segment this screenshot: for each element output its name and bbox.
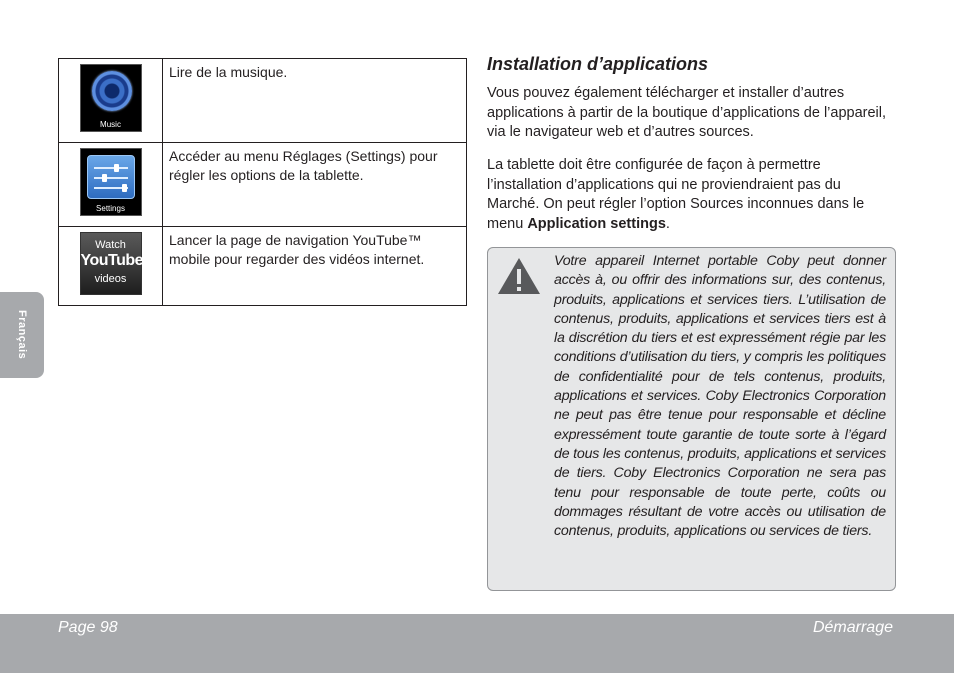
app-description: Lire de la musique. — [163, 59, 467, 143]
youtube-icon-watch: Watch — [95, 239, 126, 251]
section-paragraph-2 — [487, 156, 897, 234]
section-paragraph-1: Vous pouvez également télécharger et installer d’autres applications à partir de la boutique d’applications de l’appareil, via le navigateur web et d’autres sources. — [487, 85, 887, 140]
language-label: Français — [16, 310, 28, 360]
application-settings-term: Application settings — [527, 215, 666, 232]
page-number: Page 98 — [58, 619, 118, 636]
settings-icon-label: Settings — [96, 204, 125, 213]
app-description: Accéder au menu Réglages (Settings) pour régler les options de la tablette. — [163, 143, 467, 227]
music-icon — [80, 64, 142, 132]
warning-triangle-icon — [496, 256, 542, 296]
settings-icon — [80, 148, 142, 216]
warning-text: Votre appareil Internet portable Coby peut donner accès à, ou offrir des informations sur, des contenus, produits, applications et services tiers. L’utilisation de contenus, produits, applications et services tiers est à la discrétion du tiers et est expressément régie par les conditions d’utilisation du tiers, y compris les politiques de confidentialité pour de tels contenus, produits, applications et services. Coby Electronics Corporation ne peut pas être tenue pour responsable et décline expressément toute garantie de toute sorte à l’égard de tous les contenus, produits, applications et services de tiers. Coby Electronics Corporation ne sera pas tenu pour responsable de toute perte, coûts ou dommages résultant de votre accès ou utilisation de contenus, produits, applications ou services de tiers. — [554, 253, 886, 540]
paragraph-2-text: La tablette doit être configurée de façon à permettre l’installation d’applications qui ne proviendraient pas du Marché. On peut régler l’option Sources inconnues dans le menu — [487, 157, 865, 232]
table-row — [59, 227, 467, 306]
page-footer — [0, 614, 954, 673]
warning-box — [487, 247, 896, 591]
youtube-icon-videos: videos — [94, 273, 127, 285]
youtube-icon-logo: YouTube — [80, 252, 144, 269]
music-icon-label: Music — [100, 120, 121, 129]
section-title: Installation d’applications — [487, 54, 709, 74]
app-description: Lancer la page de navigation YouTube™ mobile pour regarder des vidéos internet. — [163, 227, 467, 306]
youtube-icon — [80, 232, 142, 295]
paragraph-2-end: . — [665, 215, 670, 232]
table-row — [59, 59, 467, 143]
apps-table — [58, 58, 467, 306]
language-side-tab — [0, 292, 44, 378]
table-row — [59, 143, 467, 227]
chapter-name: Démarrage — [812, 619, 893, 636]
